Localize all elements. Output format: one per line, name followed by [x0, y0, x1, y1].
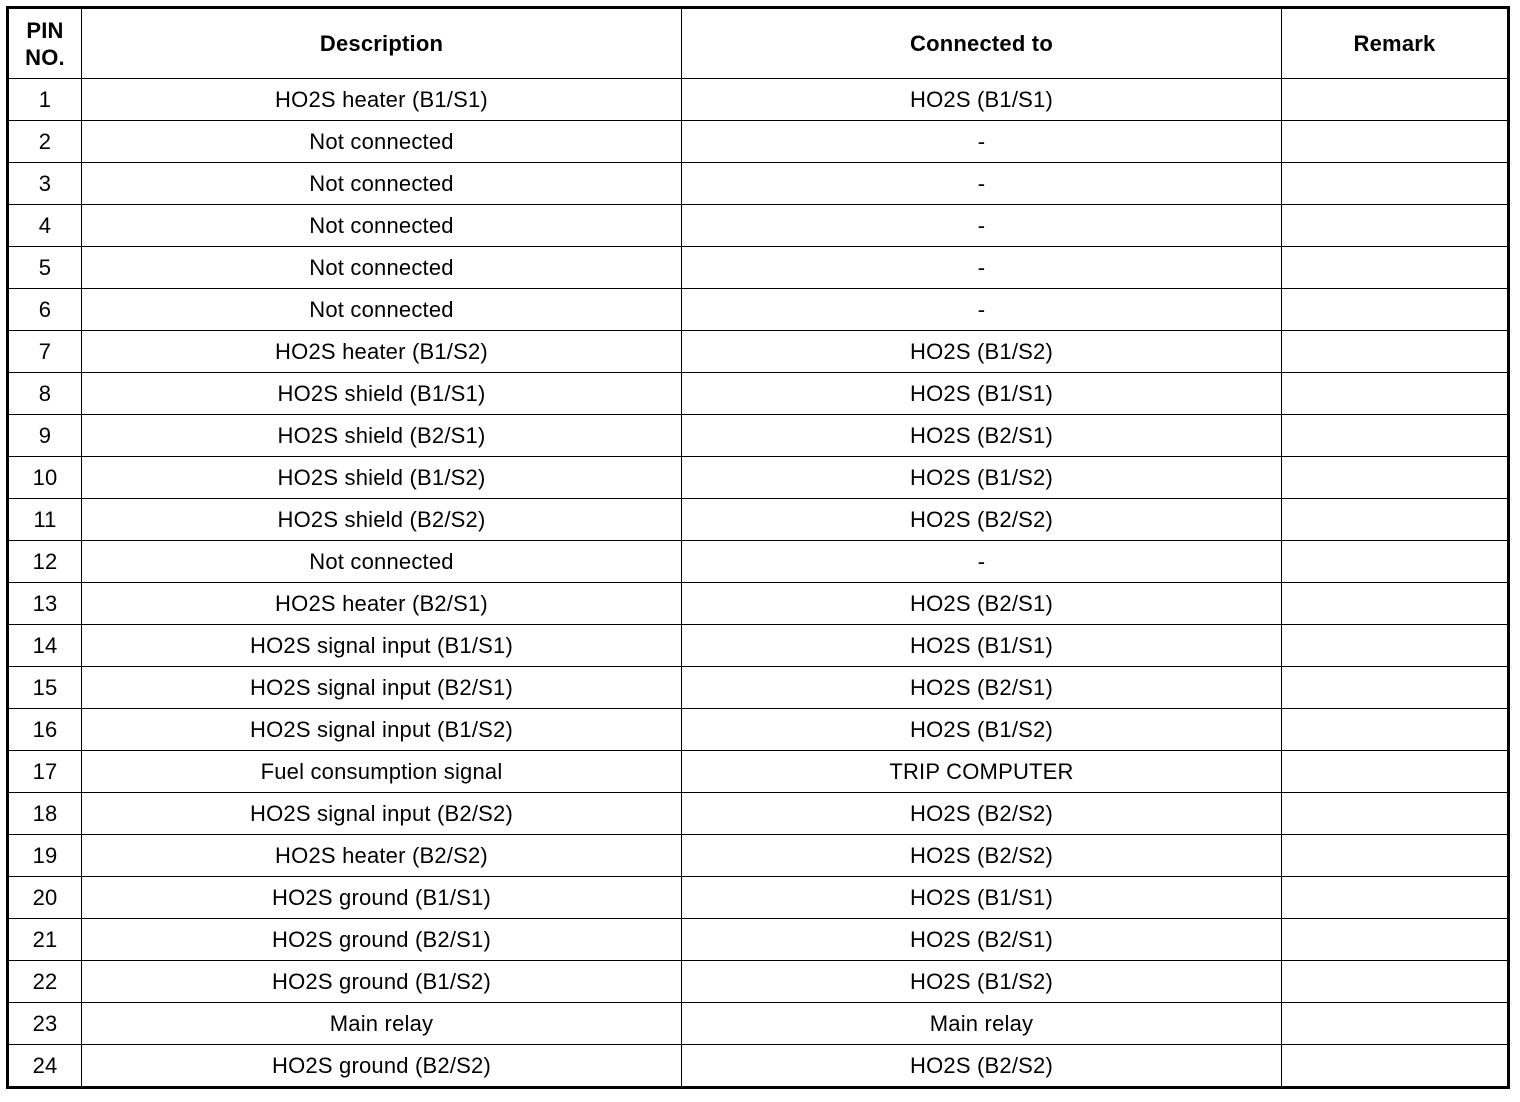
cell-remark — [1282, 667, 1509, 709]
cell-pin: 4 — [8, 205, 82, 247]
cell-remark — [1282, 331, 1509, 373]
pin-table — [6, 6, 1510, 1089]
cell-remark — [1282, 289, 1509, 331]
cell-remark — [1282, 625, 1509, 667]
cell-remark — [1282, 415, 1509, 457]
cell-connected-to: HO2S (B2/S2) — [682, 1045, 1282, 1088]
table-row — [8, 793, 1509, 835]
table-row — [8, 79, 1509, 121]
table-row — [8, 499, 1509, 541]
cell-description: HO2S signal input (B1/S1) — [82, 625, 682, 667]
cell-description: HO2S shield (B2/S2) — [82, 499, 682, 541]
cell-connected-to: HO2S (B2/S1) — [682, 667, 1282, 709]
table-row — [8, 625, 1509, 667]
cell-pin: 18 — [8, 793, 82, 835]
table-row — [8, 373, 1509, 415]
cell-remark — [1282, 1045, 1509, 1088]
cell-connected-to: HO2S (B1/S1) — [682, 373, 1282, 415]
cell-connected-to: HO2S (B2/S1) — [682, 583, 1282, 625]
cell-pin: 2 — [8, 121, 82, 163]
cell-description: Not connected — [82, 205, 682, 247]
table-header-row — [8, 8, 1509, 79]
cell-description: HO2S heater (B2/S2) — [82, 835, 682, 877]
cell-remark — [1282, 163, 1509, 205]
document-sheet — [6, 6, 1507, 1096]
cell-remark — [1282, 877, 1509, 919]
cell-pin: 6 — [8, 289, 82, 331]
table-row — [8, 961, 1509, 1003]
cell-remark — [1282, 793, 1509, 835]
cell-connected-to: HO2S (B1/S2) — [682, 457, 1282, 499]
cell-connected-to: - — [682, 205, 1282, 247]
cell-connected-to: HO2S (B1/S2) — [682, 961, 1282, 1003]
table-row — [8, 247, 1509, 289]
cell-description: HO2S signal input (B2/S2) — [82, 793, 682, 835]
cell-pin: 21 — [8, 919, 82, 961]
cell-remark — [1282, 961, 1509, 1003]
cell-connected-to: TRIP COMPUTER — [682, 751, 1282, 793]
cell-connected-to: HO2S (B2/S2) — [682, 835, 1282, 877]
cell-connected-to: HO2S (B1/S2) — [682, 331, 1282, 373]
header-remark: Remark — [1282, 8, 1509, 79]
cell-remark — [1282, 919, 1509, 961]
cell-description: Not connected — [82, 163, 682, 205]
cell-description: HO2S shield (B1/S2) — [82, 457, 682, 499]
cell-pin: 15 — [8, 667, 82, 709]
cell-description: Not connected — [82, 289, 682, 331]
cell-connected-to: - — [682, 289, 1282, 331]
header-pin-no — [8, 8, 82, 79]
cell-connected-to: HO2S (B2/S2) — [682, 793, 1282, 835]
cell-pin: 16 — [8, 709, 82, 751]
cell-connected-to: HO2S (B1/S1) — [682, 625, 1282, 667]
cell-pin: 3 — [8, 163, 82, 205]
cell-pin: 17 — [8, 751, 82, 793]
cell-description: HO2S ground (B2/S1) — [82, 919, 682, 961]
cell-pin: 8 — [8, 373, 82, 415]
cell-pin: 7 — [8, 331, 82, 373]
cell-connected-to: - — [682, 247, 1282, 289]
cell-remark — [1282, 79, 1509, 121]
cell-pin: 20 — [8, 877, 82, 919]
cell-description: Main relay — [82, 1003, 682, 1045]
table-row — [8, 835, 1509, 877]
table-row — [8, 1003, 1509, 1045]
cell-pin: 9 — [8, 415, 82, 457]
cell-description: HO2S ground (B2/S2) — [82, 1045, 682, 1088]
cell-description: HO2S heater (B1/S2) — [82, 331, 682, 373]
cell-description: HO2S shield (B1/S1) — [82, 373, 682, 415]
cell-description: HO2S ground (B1/S1) — [82, 877, 682, 919]
cell-description: HO2S signal input (B2/S1) — [82, 667, 682, 709]
table-row — [8, 205, 1509, 247]
cell-description: Not connected — [82, 121, 682, 163]
table-row — [8, 163, 1509, 205]
cell-connected-to: HO2S (B1/S1) — [682, 79, 1282, 121]
cell-description: HO2S ground (B1/S2) — [82, 961, 682, 1003]
table-row — [8, 289, 1509, 331]
table-row — [8, 583, 1509, 625]
cell-remark — [1282, 541, 1509, 583]
cell-connected-to: - — [682, 121, 1282, 163]
cell-remark — [1282, 751, 1509, 793]
cell-pin: 13 — [8, 583, 82, 625]
cell-connected-to: HO2S (B1/S1) — [682, 877, 1282, 919]
header-description: Description — [82, 8, 682, 79]
cell-pin: 10 — [8, 457, 82, 499]
cell-connected-to: - — [682, 541, 1282, 583]
cell-description: Fuel consumption signal — [82, 751, 682, 793]
cell-pin: 5 — [8, 247, 82, 289]
cell-description: HO2S signal input (B1/S2) — [82, 709, 682, 751]
cell-remark — [1282, 373, 1509, 415]
header-pin-line1: PIN — [26, 17, 64, 43]
cell-connected-to: HO2S (B2/S1) — [682, 919, 1282, 961]
cell-pin: 23 — [8, 1003, 82, 1045]
cell-pin: 12 — [8, 541, 82, 583]
cell-pin: 11 — [8, 499, 82, 541]
cell-connected-to: HO2S (B2/S1) — [682, 415, 1282, 457]
cell-remark — [1282, 457, 1509, 499]
table-row — [8, 331, 1509, 373]
cell-remark — [1282, 1003, 1509, 1045]
cell-pin: 24 — [8, 1045, 82, 1088]
cell-connected-to: HO2S (B1/S2) — [682, 709, 1282, 751]
table-row — [8, 1045, 1509, 1088]
table-row — [8, 709, 1509, 751]
cell-remark — [1282, 709, 1509, 751]
header-connected-to: Connected to — [682, 8, 1282, 79]
cell-description: HO2S shield (B2/S1) — [82, 415, 682, 457]
cell-pin: 1 — [8, 79, 82, 121]
table-row — [8, 415, 1509, 457]
table-row — [8, 919, 1509, 961]
cell-pin: 22 — [8, 961, 82, 1003]
table-row — [8, 667, 1509, 709]
cell-connected-to: HO2S (B2/S2) — [682, 499, 1282, 541]
cell-pin: 19 — [8, 835, 82, 877]
cell-connected-to: Main relay — [682, 1003, 1282, 1045]
cell-remark — [1282, 583, 1509, 625]
cell-remark — [1282, 205, 1509, 247]
cell-description: HO2S heater (B2/S1) — [82, 583, 682, 625]
cell-remark — [1282, 835, 1509, 877]
cell-description: HO2S heater (B1/S1) — [82, 79, 682, 121]
cell-remark — [1282, 121, 1509, 163]
cell-description: Not connected — [82, 541, 682, 583]
table-row — [8, 541, 1509, 583]
table-row — [8, 877, 1509, 919]
cell-remark — [1282, 247, 1509, 289]
header-pin-line2: NO. — [25, 44, 65, 70]
cell-connected-to: - — [682, 163, 1282, 205]
table-row — [8, 751, 1509, 793]
cell-pin: 14 — [8, 625, 82, 667]
table-row — [8, 457, 1509, 499]
cell-description: Not connected — [82, 247, 682, 289]
cell-remark — [1282, 499, 1509, 541]
table-row — [8, 121, 1509, 163]
